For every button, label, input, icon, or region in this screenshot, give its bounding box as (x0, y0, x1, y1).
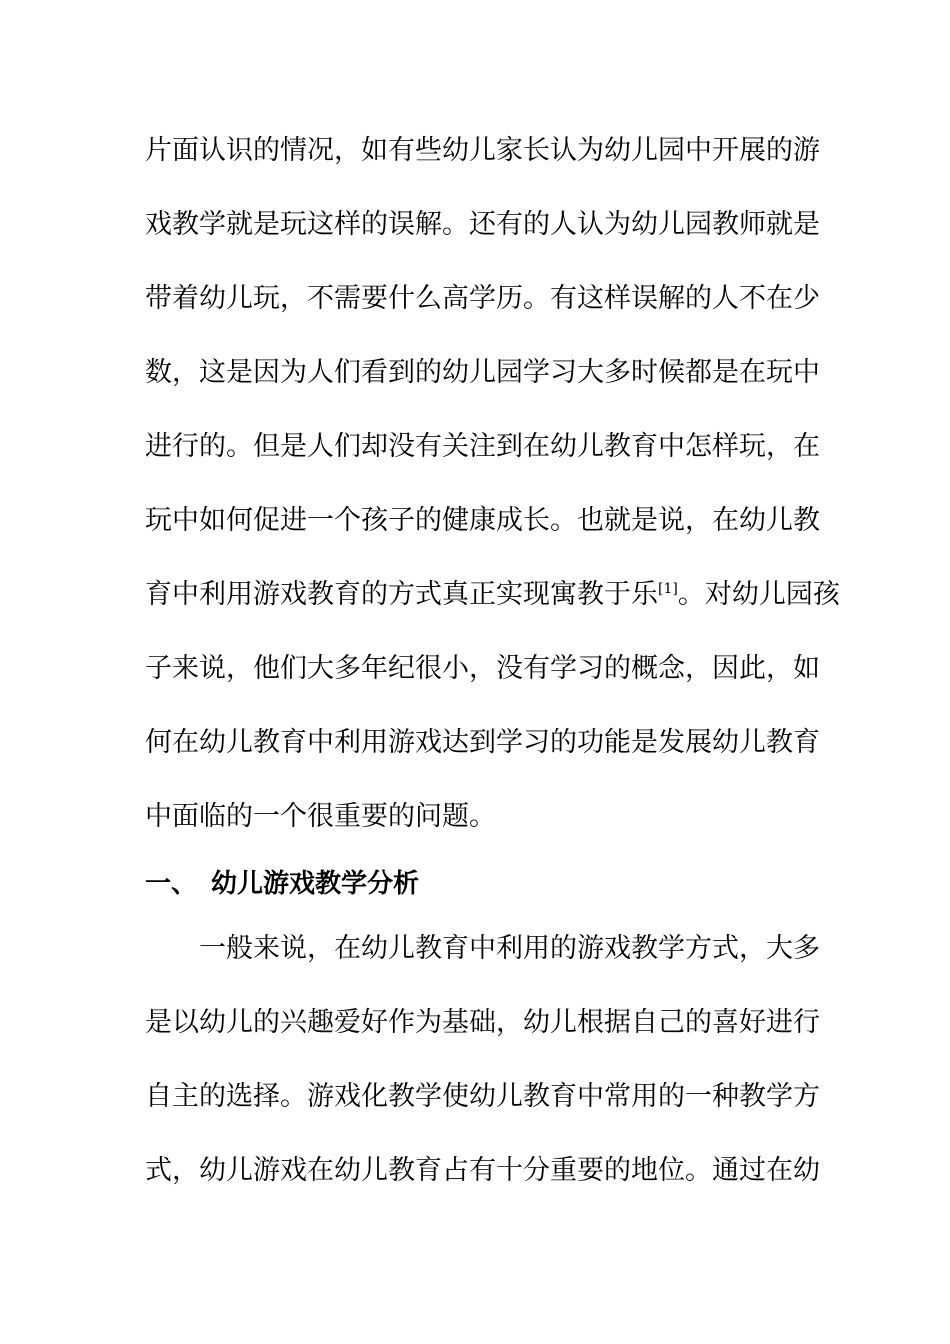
paragraph-line: 式，幼儿游戏在幼儿教育占有十分重要的地位。通过在幼 (145, 1155, 820, 1186)
paragraph-line: 何在幼儿教育中利用游戏达到学习的功能是发展幼儿教育 (145, 727, 820, 758)
paragraph-line: 自主的选择。游戏化教学使幼儿教育中常用的一种教学方 (145, 1081, 820, 1112)
section-heading (145, 864, 419, 904)
paragraph-line: 带着幼儿玩，不需要什么高学历。有这样误解的人不在少 (145, 283, 820, 314)
paragraph-line: 片面认识的情况，如有些幼儿家长认为幼儿园中开展的游 (145, 135, 820, 166)
line-text: 。对幼儿园孩 (677, 579, 840, 610)
paragraph-line: 中面临的一个很重要的问题。 (145, 801, 496, 832)
paragraph-line-with-citation (145, 575, 840, 615)
paragraph-line: 是以幼儿的兴趣爱好作为基础，幼儿根据自己的喜好进行 (145, 1007, 820, 1038)
paragraph-line: 子来说，他们大多年纪很小，没有学习的概念，因此，如 (145, 653, 820, 684)
paragraph-line: 进行的。但是人们却没有关注到在幼儿教育中怎样玩，在 (145, 431, 820, 462)
section-title: 幼儿游戏教学分析 (211, 869, 420, 899)
paragraph-line: 一般来说，在幼儿教育中利用的游戏教学方式，大多 (199, 933, 820, 964)
paragraph-line: 玩中如何促进一个孩子的健康成长。也就是说，在幼儿教 (145, 505, 820, 536)
section-number: 一、 (145, 869, 198, 899)
paragraph-line: 数，这是因为人们看到的幼儿园学习大多时候都是在玩中 (145, 357, 820, 388)
line-text: 育中利用游戏教育的方式真正实现寓教于乐 (145, 579, 658, 610)
paragraph-line: 戏教学就是玩这样的误解。还有的人认为幼儿园教师就是 (145, 209, 820, 240)
citation-reference: [1] (658, 581, 678, 597)
